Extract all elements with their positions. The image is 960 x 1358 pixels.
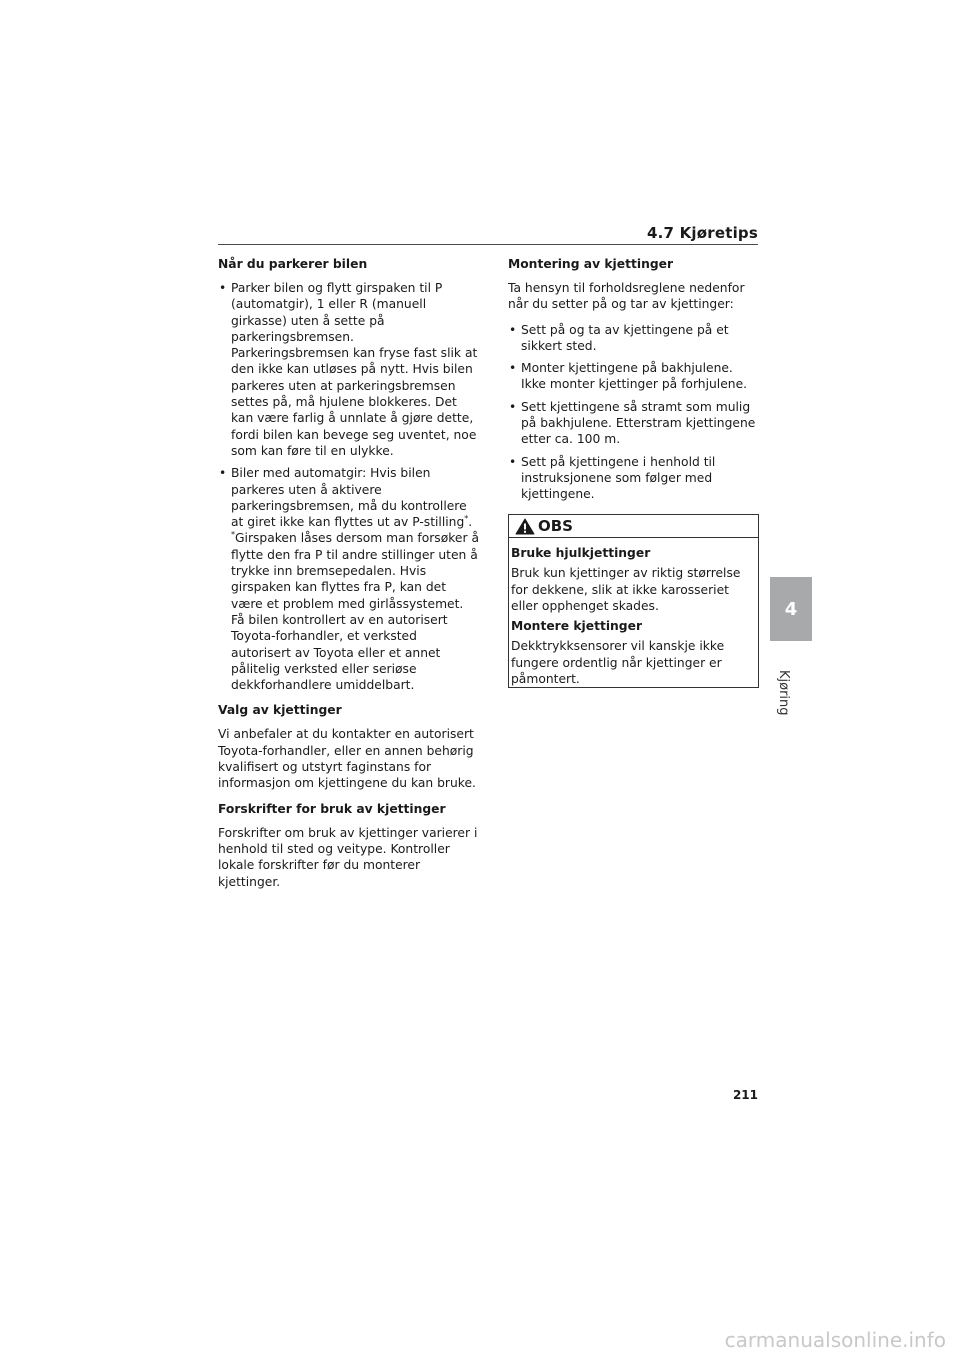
list-item xyxy=(218,280,480,459)
list-item: • Sett på og ta av kjettingene på et sikkert sted. xyxy=(508,322,758,355)
parking-bullet-2: Biler med automatgir: Hvis bilen parkeres uten å aktivere parkeringsbremsen, må du kontrollere at giret ikke kan flyttes ut av P-stilling xyxy=(231,466,467,530)
list-item: • Sett på kjettingene i henhold til instruksjonene som følger med kjettingene. xyxy=(508,454,758,503)
warning-icon xyxy=(515,518,535,535)
chapter-number: 4 xyxy=(784,598,798,620)
caution-text-1: Bruk kun kjettinger av riktig størrelse for dekkene, slik at ikke karosseriet eller opphenget skades. xyxy=(511,566,741,613)
footnote xyxy=(231,530,480,693)
watermark: carmanualsonline.info xyxy=(724,1328,946,1352)
chain-selection-heading: Valg av kjettinger xyxy=(218,703,342,718)
header-divider xyxy=(218,244,758,245)
section-title: 4.7 Kjøretips xyxy=(646,224,758,242)
regulations-heading: Forskrifter for bruk av kjettinger xyxy=(218,801,446,816)
left-column xyxy=(218,256,480,899)
footnote-text: Girspaken låses dersom man forsøker å flytte den fra P til andre stillinger uten å trykke inn bremsepedalen. Hvis girspaken kan flyttes fra P, kan det være et problem med girlåssystemet. Få bilen kontrollert av en autorisert Toyota-forhandler, et verksted autorisert av Toyota eller et annet pålitelig verksted eller seriøse dekkforhandlere umiddelbart. xyxy=(231,531,479,693)
parking-list xyxy=(218,280,480,693)
list-item xyxy=(218,465,480,693)
mounting-list xyxy=(508,322,758,503)
mounting-intro: Ta hensyn til forholdsreglene nedenfor når du setter på og tar av kjettinger: xyxy=(508,281,745,312)
list-item: • Monter kjettingene på bakhjulene. Ikke monter kjettinger på forhjulene. xyxy=(508,360,758,393)
parking-heading: Når du parkerer bilen xyxy=(218,257,368,271)
caution-body xyxy=(509,538,758,687)
chain-selection-paragraph: Vi anbefaler at du kontakter en autorisert Toyota-forhandler, eller en annen behørig kvalifisert og utstyrt faginstans for informasjon om kjettingene du kan bruke. xyxy=(218,727,476,791)
caution-box xyxy=(508,514,759,688)
parking-bullet-1: Parker bilen og flytt girspaken til P (automatgir), 1 eller R (manuell girkasse) uten å sette på parkeringsbremsen. xyxy=(231,281,443,344)
footnote-mark: * xyxy=(464,514,469,524)
right-column xyxy=(508,256,758,512)
page-number: 211 xyxy=(732,1088,758,1102)
caution-label: OBS xyxy=(538,517,573,535)
caution-text-2: Dekktrykksensorer vil kanskje ikke fungere ordentlig når kjettinger er påmontert. xyxy=(511,639,725,687)
regulations-paragraph: Forskrifter om bruk av kjettinger varierer i henhold til sted og veitype. Kontroller lokale forskrifter før du monterer kjettinger. xyxy=(218,825,478,889)
parking-bullet-2-end: . xyxy=(468,515,473,530)
caution-subheading-1: Bruke hjulkjettinger xyxy=(511,546,651,560)
caution-subheading-2: Montere kjettinger xyxy=(511,619,643,634)
footnote-mark: * xyxy=(231,530,235,540)
caution-header xyxy=(509,515,758,538)
mounting-heading: Montering av kjettinger xyxy=(508,257,674,271)
parking-bullet-1-detail: Parkeringsbremsen kan fryse fast slik at den ikke kan utløses på nytt. Hvis bilen parkeres uten at parkeringsbremsen settes på, må hjulene blokkeres. Det kan være farlig å unnlate å gjøre dette, fordi bilen kan bevege seg uventet, noe som kan føre til en ulykke. xyxy=(231,346,478,458)
chapter-label: Kjøring xyxy=(776,670,791,716)
chapter-tab xyxy=(770,577,812,641)
list-item: • Sett kjettingene så stramt som mulig på bakhjulene. Etterstram kjettingene etter ca. 100 m. xyxy=(508,399,758,448)
